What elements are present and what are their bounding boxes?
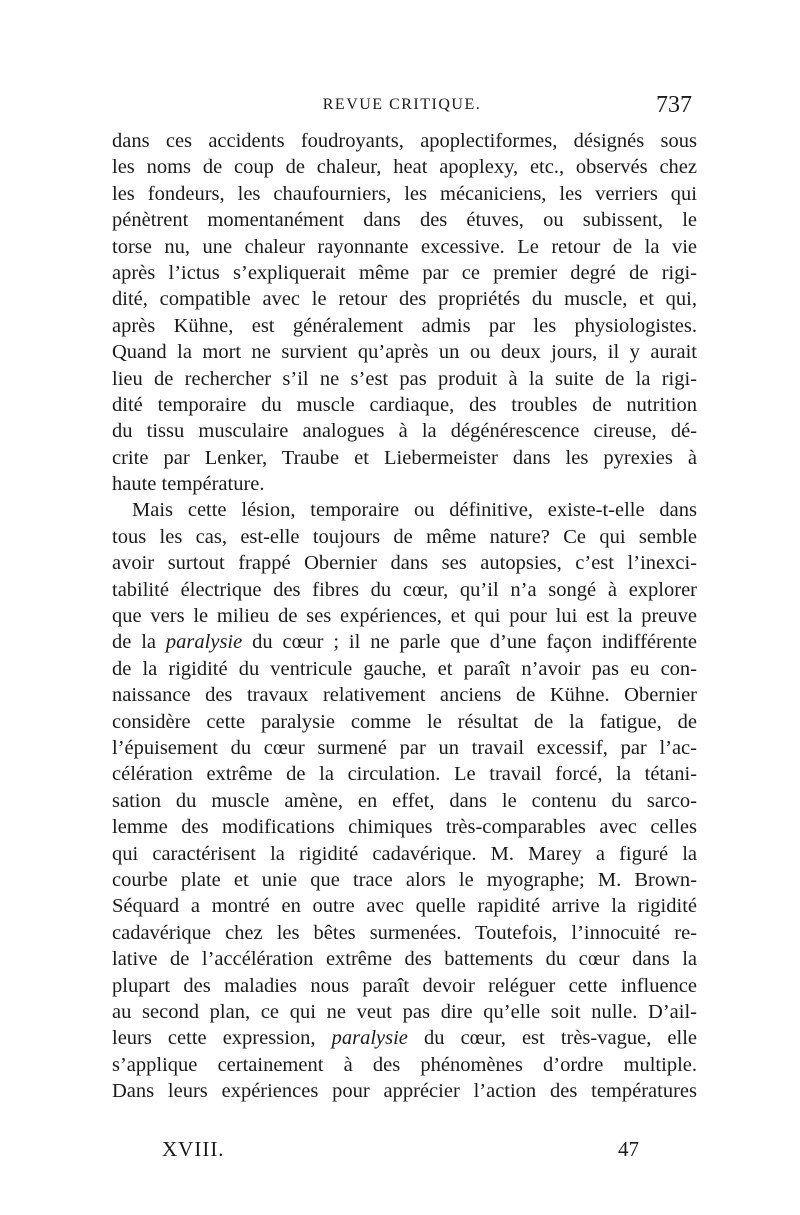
- text-line: sation du muscle amène, en effet, dans le contenu du sarco-: [112, 789, 697, 812]
- text-line: célération extrême de la circulation. Le travail forcé, la tétani-: [112, 763, 697, 786]
- text-line: lieu de rechercher s’il ne s’est pas produit à la suite de la rigi-: [112, 367, 697, 390]
- text-line: courbe plate et unie que trace alors le myographe; M. Brown-: [112, 868, 697, 891]
- text-line: les fondeurs, les chaufourniers, les mécaniciens, les verriers qui: [112, 182, 697, 205]
- italic-term: paralysie: [165, 631, 243, 654]
- text-line: Quand la mort ne survient qu’après un ou deux jours, il y aurait: [112, 341, 697, 364]
- line-text-before: de la: [112, 631, 166, 654]
- text-line: cadavérique chez les bêtes surmenées. Toutefois, l’innocuité re-: [112, 921, 697, 944]
- text-line: qui caractérisent la rigidité cadavérique. M. Marey a figuré la: [112, 842, 697, 865]
- text-line: dans ces accidents foudroyants, apoplectiformes, désignés sous: [112, 130, 697, 152]
- line-text-before: leurs cette expression,: [112, 1027, 332, 1050]
- running-head: [112, 92, 692, 122]
- paragraph-start-line: Mais cette lésion, temporaire ou définitive, existe-t-elle dans: [132, 499, 697, 522]
- text-line: s’applique certainement à des phénomènes d’ordre multiple.: [112, 1053, 697, 1076]
- text-line: plupart des maladies nous paraît devoir reléguer cette influence: [112, 974, 697, 997]
- text-line: torse nu, une chaleur rayonnante excessive. Le retour de la vie: [112, 235, 697, 258]
- text-line: considère cette paralysie comme le résultat de la fatigue, de: [112, 710, 697, 733]
- text-line: [112, 629, 697, 655]
- text-line: après l’ictus s’expliquerait même par ce premier degré de rigi-: [112, 261, 697, 284]
- italic-term: paralysie: [331, 1027, 408, 1050]
- running-title: REVUE CRITIQUE.: [322, 96, 482, 113]
- text-line: l’épuisement du cœur surmené par un travail excessif, par l’ac-: [112, 736, 697, 759]
- text-line: lative de l’accélération extrême des battements du cœur dans la: [112, 948, 697, 971]
- text-line: dité, compatible avec le retour des propriétés du muscle, et qui,: [112, 288, 697, 311]
- text-line: crite par Lenker, Traube et Liebermeister dans les pyrexies à: [112, 446, 697, 469]
- text-line: Dans leurs expériences pour apprécier l’action des températures: [112, 1080, 697, 1103]
- body-text: [112, 128, 697, 1104]
- line-text-after: du cœur, est très-vague, elle: [407, 1027, 697, 1050]
- text-line: au second plan, ce qui ne veut pas dire qu’elle soit nulle. D’ail-: [112, 1000, 697, 1023]
- text-line: lemme des modifications chimiques très-comparables avec celles: [112, 816, 697, 839]
- text-line: tabilité électrique des fibres du cœur, qu’il n’a songé à explorer: [112, 578, 697, 601]
- text-line: que vers le milieu de ses expériences, et qui pour lui est la preuve: [112, 605, 697, 628]
- text-line: de la rigidité du ventricule gauche, et paraît n’avoir pas eu con-: [112, 657, 697, 680]
- signature-mark: XVIII.: [162, 1137, 225, 1161]
- text-line: avoir surtout frappé Obernier dans ses autopsies, c’est l’inexci-: [112, 552, 697, 575]
- text-line: Séquard a montré en outre avec quelle rapidité arrive la rigidité: [112, 895, 697, 918]
- text-line: les noms de coup de chaleur, heat apoplexy, etc., observés chez: [112, 156, 697, 179]
- text-line: haute température.: [112, 473, 265, 496]
- text-line: [112, 1025, 697, 1051]
- text-line: après Kühne, est généralement admis par les physiologistes.: [112, 314, 697, 337]
- text-line: naissance des travaux relativement anciens de Kühne. Obernier: [112, 684, 697, 707]
- text-line: pénètrent momentanément dans des étuves, ou subissent, le: [112, 209, 697, 232]
- page-number: 737: [656, 92, 692, 118]
- text-line: tous les cas, est-elle toujours de même nature? Ce qui semble: [112, 525, 697, 548]
- text-line: dité temporaire du muscle cardiaque, des troubles de nutrition: [112, 393, 697, 416]
- text-line: du tissu musculaire analogues à la dégénérescence cireuse, dé-: [112, 420, 697, 443]
- line-text-after: du cœur ; il ne parle que d’une façon indifférente: [242, 631, 697, 654]
- sheet-number: 47: [618, 1137, 639, 1161]
- page-footer: [112, 1137, 697, 1167]
